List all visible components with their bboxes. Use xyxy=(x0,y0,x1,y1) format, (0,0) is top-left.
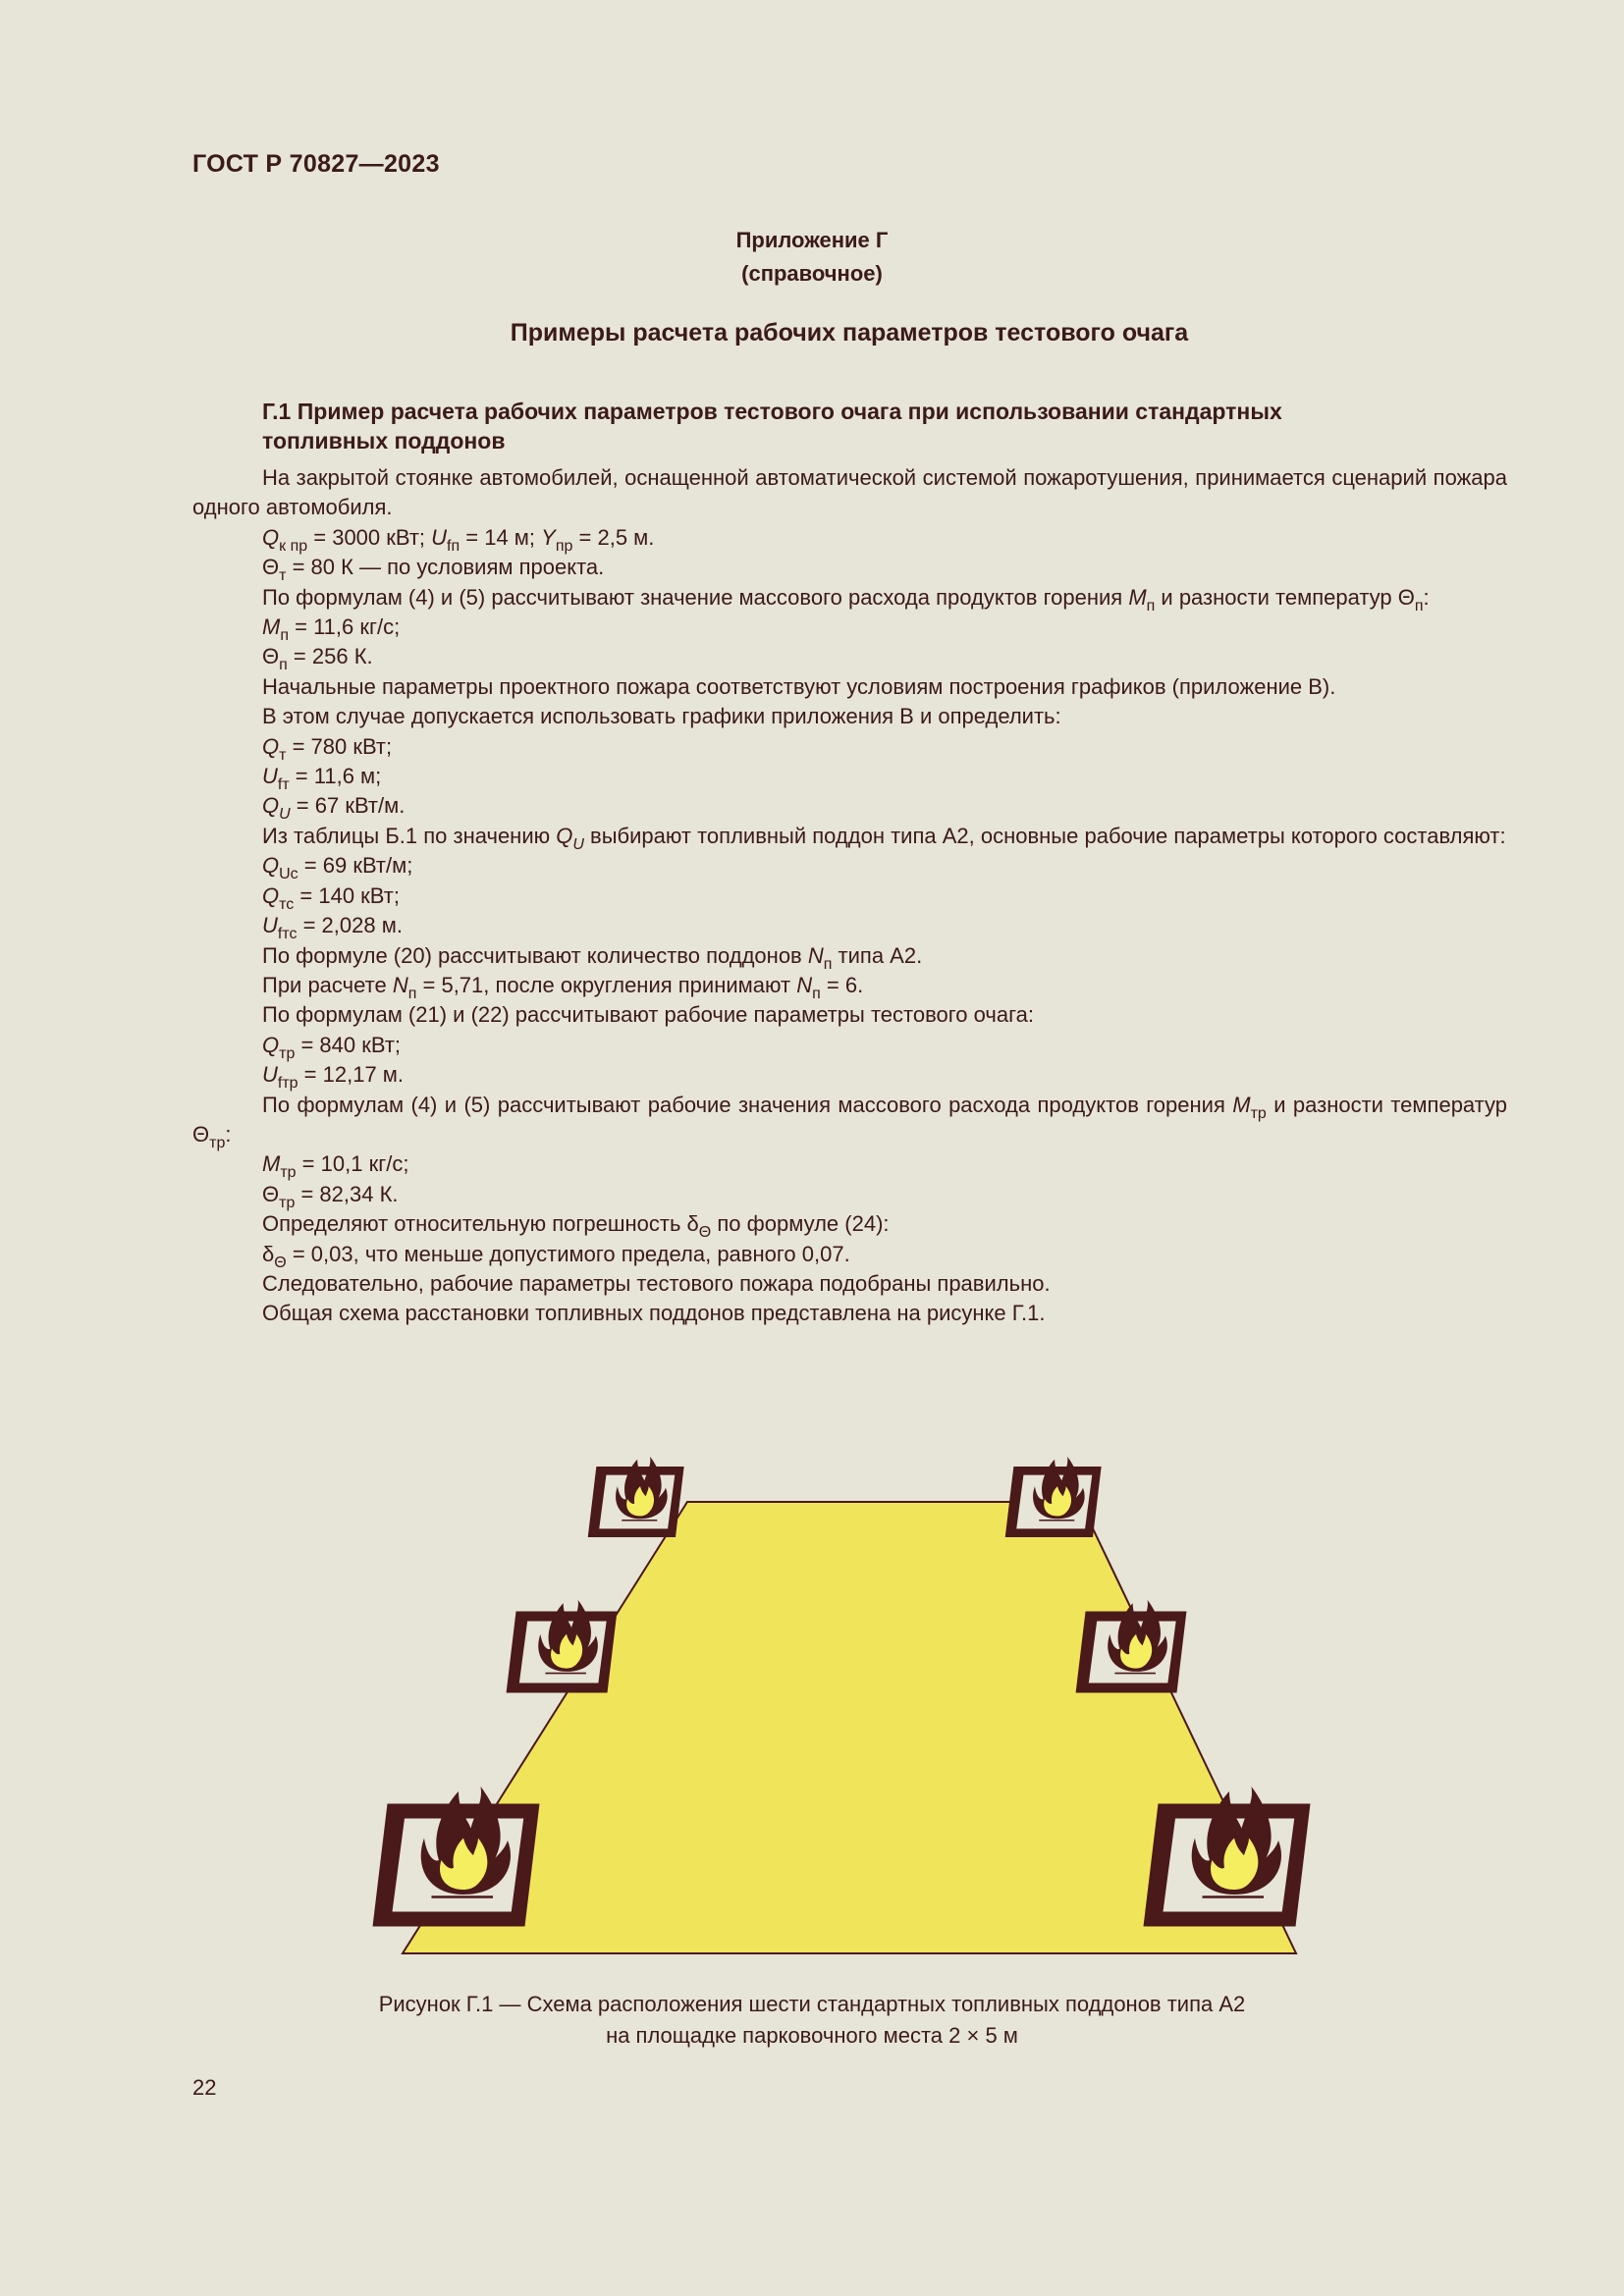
paragraph: По формулам (4) и (5) рассчитывают рабочие значения массового расхода продуктов горения $M_{тр}$ и разности температур $\Theta_{тр}$: xyxy=(192,1092,1507,1151)
paragraph: Начальные параметры проектного пожара соответствуют условиям построения графиков (приложение В). xyxy=(262,673,1336,699)
fuel-tray-icon xyxy=(373,1787,540,1927)
formula-line: $U_{fтс} = 2,028$ м. xyxy=(262,913,403,943)
document-id: ГОСТ Р 70827—2023 xyxy=(192,150,440,178)
formula-line: $Q_{тс} = 140$ кВт; xyxy=(262,882,400,913)
fuel-tray-icon xyxy=(1144,1787,1311,1927)
page-title: Примеры расчета рабочих параметров тестового очага xyxy=(510,319,1189,347)
figure-caption xyxy=(0,1989,1624,2052)
section-heading-line1: Г.1 Пример расчета рабочих параметров тестового очага при использовании стандартных xyxy=(262,399,1282,424)
page-number: 22 xyxy=(192,2075,217,2100)
formula-line: $Q_{к пр} = 3000$ кВт; $U_{fп} = 14$ м; $Y_{пр} = 2,5$ м. xyxy=(262,524,655,555)
formula-line: $Q_U = 67$ кВт/м. xyxy=(262,793,406,824)
annex-type: (справочное) xyxy=(741,261,883,286)
formula-line: $M_{тр} = 10,1$ кг/с; xyxy=(262,1151,409,1182)
paragraph: Из таблицы Б.1 по значению $Q_U$ выбирают топливный поддон типа А2, основные рабочие параметры которого составляют: xyxy=(262,823,1506,853)
parking-layout-figure xyxy=(353,1414,1345,1963)
paragraph: Общая схема расстановки топливных поддонов представлена на рисунке Г.1. xyxy=(262,1301,1046,1326)
formula-line: $U_{fт} = 11,6$ м; xyxy=(262,764,382,794)
paragraph: Определяют относительную погрешность $\delta_\Theta$ по формуле (24): xyxy=(262,1211,890,1242)
paragraph: В этом случае допускается использовать графики приложения В и определить: xyxy=(262,704,1061,729)
paragraph: На закрытой стоянке автомобилей, оснащенной автоматической системой пожаротушения, принимается сценарий пожара одного автомобиля. xyxy=(192,465,1507,520)
formula-line: $Q_{тр} = 840$ кВт; xyxy=(262,1032,402,1062)
figure-caption-line1: Рисунок Г.1 — Схема расположения шести стандартных топливных поддонов типа А2 xyxy=(378,1992,1246,2016)
paragraph: По формулам (21) и (22) рассчитывают рабочие параметры тестового очага: xyxy=(262,1002,1034,1028)
formula-line: $Q_{Uc} = 69$ кВт/м; xyxy=(262,853,413,883)
paragraph: Следовательно, рабочие параметры тестового пожара подобраны правильно. xyxy=(262,1270,1051,1296)
paragraph: При расчете $N_п = 5,71$, после округления принимают $N_п = 6$. xyxy=(262,972,864,1002)
formula-line: $Q_т = 780$ кВт; xyxy=(262,733,393,764)
formula-line: $\Theta_{тр} = 82,34$ К. xyxy=(262,1181,399,1211)
formula-line: $\delta_\Theta = 0,03$, что меньше допустимого предела, равного 0,07. xyxy=(262,1241,850,1271)
formula-line: $\Theta_п = 256$ К. xyxy=(262,644,373,674)
section-heading-line2: топливных поддонов xyxy=(262,428,506,454)
formula-line: $U_{fтр} = 12,17$ м. xyxy=(262,1062,405,1093)
formula-line: $M_п = 11,6$ кг/с; xyxy=(262,614,401,645)
fuel-tray-icon xyxy=(507,1600,618,1693)
paragraph: По формулам (4) и (5) рассчитывают значение массового расхода продуктов горения $M_п$ и разности температур $\Theta_п$: xyxy=(262,584,1430,614)
annex-heading xyxy=(0,224,1624,291)
figure-caption-line2: на площадке парковочного места 2 × 5 м xyxy=(606,2023,1018,2048)
fuel-tray-icon xyxy=(1005,1457,1102,1537)
fuel-tray-icon xyxy=(1076,1600,1187,1693)
fuel-tray-icon xyxy=(588,1457,684,1537)
formula-line: $\Theta_т = 80$ К — по условиям проекта. xyxy=(262,555,605,585)
section-heading xyxy=(262,397,1519,455)
annex-label: Приложение Г xyxy=(735,228,889,252)
body-text xyxy=(192,463,1507,1329)
paragraph: По формуле (20) рассчитывают количество поддонов $N_п$ типа А2. xyxy=(262,942,923,973)
